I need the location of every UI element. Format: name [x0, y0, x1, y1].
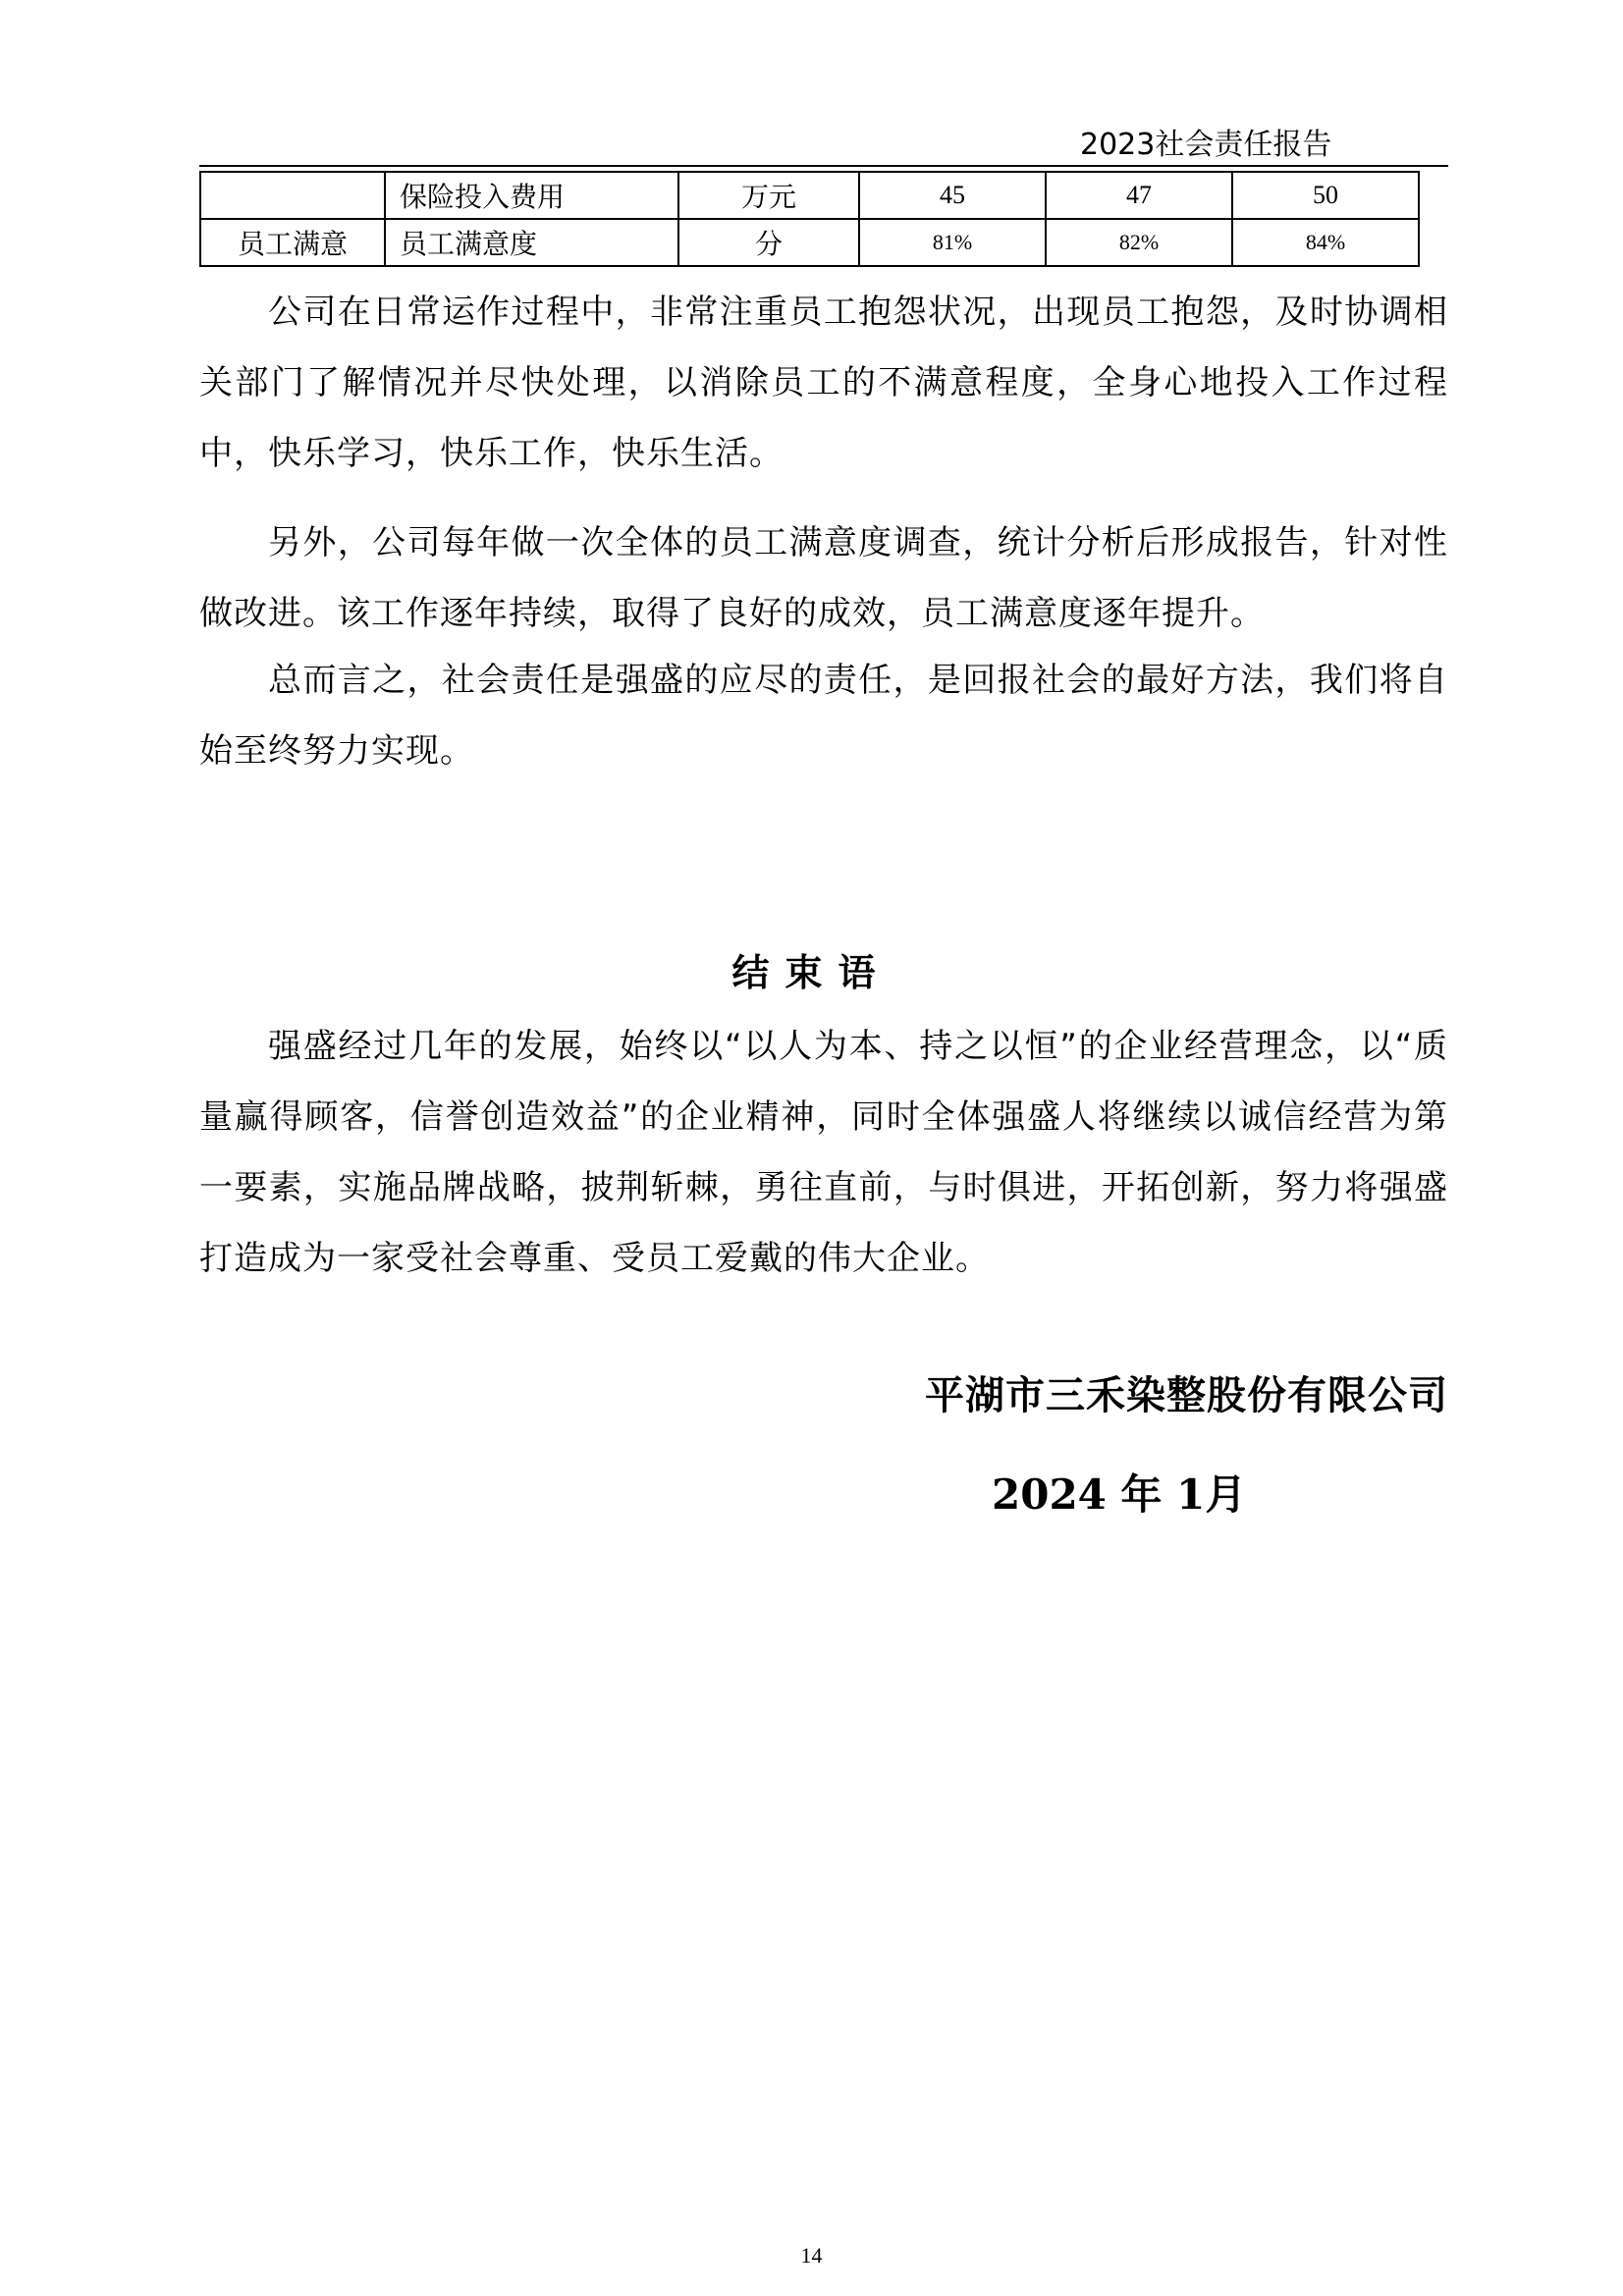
table-cell-category: 员工满意	[200, 219, 385, 266]
table-cell-value: 82%	[1046, 219, 1232, 266]
table-row	[200, 172, 1419, 219]
table-row	[200, 219, 1419, 266]
page-number: 14	[800, 2243, 823, 2268]
signature-date: 2024 年 1月	[992, 1470, 1247, 1519]
company-signature: 平湖市三禾染整股份有限公司	[925, 1373, 1448, 1418]
employee-data-table	[199, 171, 1420, 267]
body-paragraph: 总而言之，社会责任是强盛的应尽的责任，是回报社会的最好方法，我们将自始至终努力实现。	[199, 661, 1448, 771]
header-divider	[199, 165, 1448, 167]
table-cell-item: 员工满意度	[385, 219, 678, 266]
table-cell-category	[200, 172, 385, 219]
table-cell-value: 81%	[859, 219, 1046, 266]
table-cell-value: 84%	[1232, 219, 1419, 266]
table-cell-value: 45	[859, 172, 1046, 219]
body-paragraph: 另外，公司每年做一次全体的员工满意度调查，统计分析后形成报告，针对性做改进。该工作逐年持续，取得了良好的成效，员工满意度逐年提升。	[199, 523, 1448, 633]
table-cell-item: 保险投入费用	[385, 172, 678, 219]
body-paragraph: 公司在日常运作过程中，非常注重员工抱怨状况，出现员工抱怨，及时协调相关部门了解情况并尽快处理，以消除员工的不满意程度，全身心地投入工作过程中，快乐学习，快乐工作，快乐生活。	[199, 293, 1448, 473]
table-cell-unit: 分	[678, 219, 859, 266]
table-cell-unit: 万元	[678, 172, 859, 219]
conclusion-paragraph: 强盛经过几年的发展，始终以“以人为本、持之以恒”的企业经营理念，以“质量赢得顾客，信誉创造效益”的企业精神，同时全体强盛人将继续以诚信经营为第一要素，实施品牌战略，披荆斩棘，勇往直前，与时俱进，开拓创新，努力将强盛打造成为一家受社会尊重、受员工爱戴的伟大企业。	[199, 1027, 1448, 1278]
table-cell-value: 50	[1232, 172, 1419, 219]
report-header-title: 2023社会责任报告	[1080, 128, 1332, 162]
table-cell-value: 47	[1046, 172, 1232, 219]
conclusion-title: 结束语	[731, 951, 892, 994]
